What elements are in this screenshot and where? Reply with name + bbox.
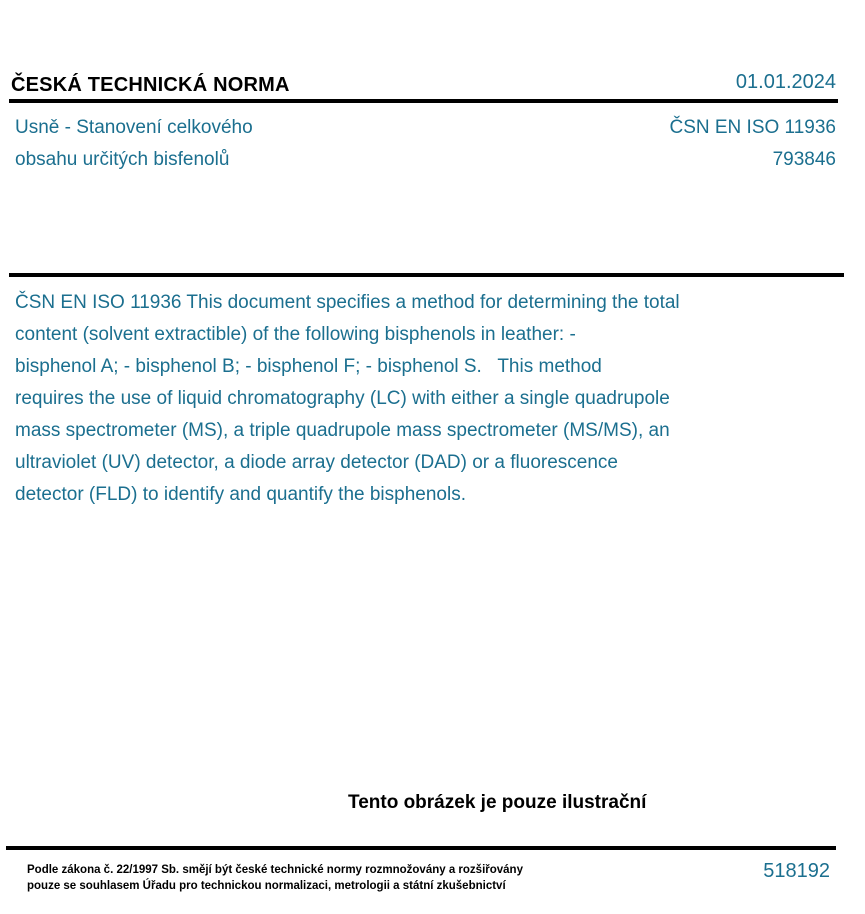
class-number: 793846 — [772, 149, 836, 170]
document-brand: ČESKÁ TECHNICKÁ NORMA — [11, 74, 290, 96]
abstract-line: requires the use of liquid chromatography (LC) with either a single quadrupole — [15, 388, 670, 409]
abstract-line: ultraviolet (UV) detector, a diode array detector (DAD) or a fluorescence — [15, 452, 618, 473]
publication-date: 01.01.2024 — [735, 71, 836, 93]
abstract-line: detector (FLD) to identify and quantify the bisphenols. — [15, 484, 466, 505]
legal-line-1: Podle zákona č. 22/1997 Sb. smějí být české technické normy rozmnožovány a rozšiřovány — [27, 864, 523, 876]
footer-divider — [6, 846, 836, 850]
illustration-caption: Tento obrázek je pouze ilustrační — [348, 792, 647, 813]
legal-notice — [27, 862, 523, 894]
header-divider — [9, 99, 838, 103]
title-divider — [9, 273, 844, 277]
legal-line-2: pouze se souhlasem Úřadu pro technickou normalizaci, metrologii a státní zkušebnictví — [27, 880, 506, 892]
standard-code: ČSN EN ISO 11936 — [669, 117, 836, 138]
catalog-number: 518192 — [763, 860, 830, 882]
abstract-line: mass spectrometer (MS), a triple quadrupole mass spectrometer (MS/MS), an — [15, 420, 670, 441]
title-line-2: obsahu určitých bisfenolů — [15, 149, 230, 170]
abstract-text — [15, 287, 805, 511]
title-line-1: Usně - Stanovení celkového — [15, 117, 253, 138]
abstract-line: ČSN EN ISO 11936 This document specifies a method for determining the total — [15, 292, 680, 313]
abstract-line: bisphenol A; - bisphenol B; - bisphenol F; - bisphenol S. This method — [15, 356, 602, 377]
abstract-line: content (solvent extractible) of the following bisphenols in leather: - — [15, 324, 576, 345]
